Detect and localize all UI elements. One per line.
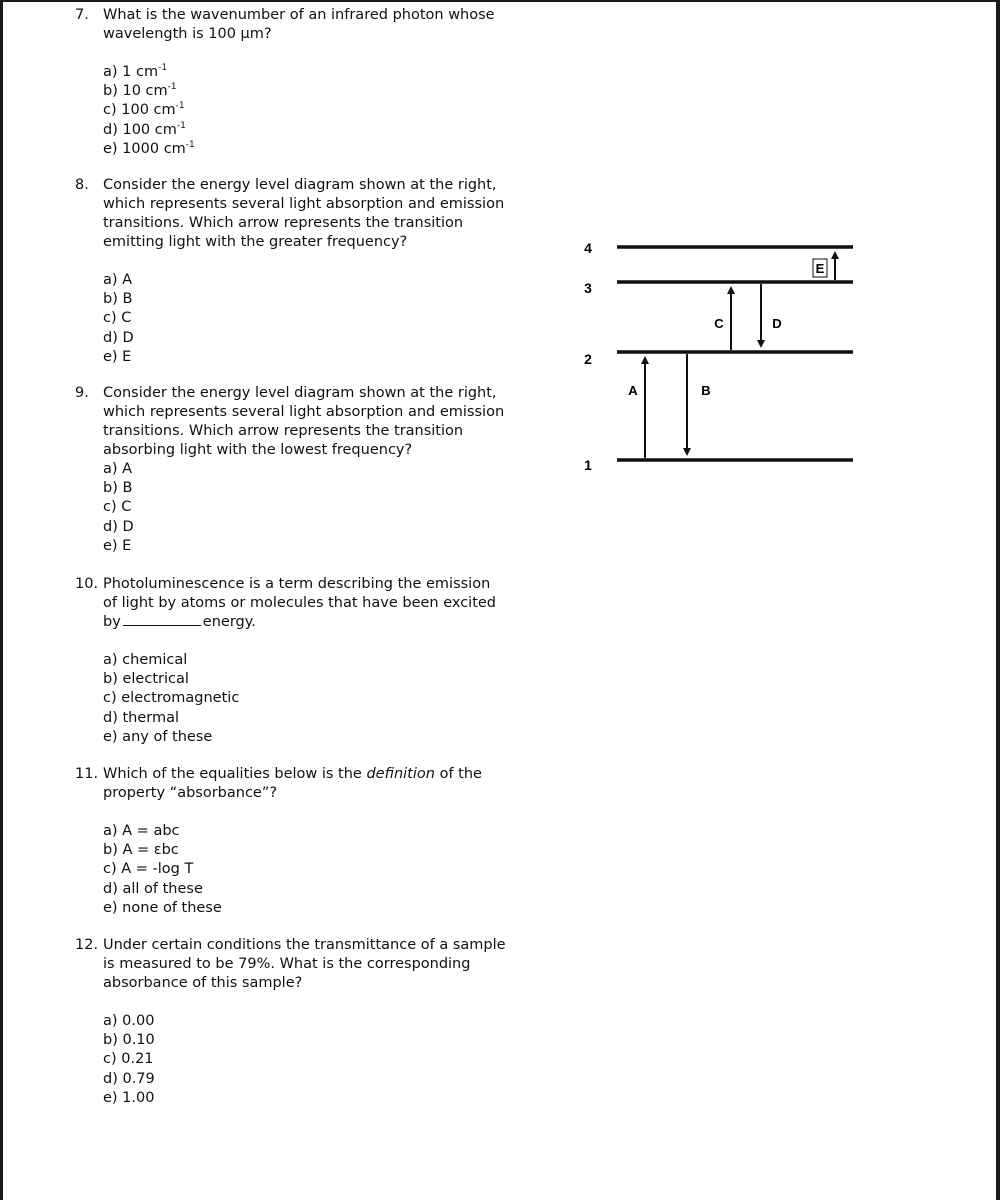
- stem-line: transitions. Which arrow represents the transition: [103, 423, 464, 439]
- option-c[interactable]: c) C: [103, 310, 132, 327]
- level-label-4: 4: [584, 240, 592, 256]
- stem-line: Consider the energy level diagram shown at the right,: [103, 177, 497, 193]
- option-e[interactable]: e) none of these: [103, 899, 222, 916]
- option-b[interactable]: b) 0.10: [103, 1032, 155, 1049]
- question-9-options: [103, 460, 134, 556]
- stem-line: by energy.: [103, 614, 256, 630]
- question-stem: [103, 936, 523, 993]
- stem-line: transitions. Which arrow represents the transition: [103, 215, 464, 231]
- left-border: [0, 0, 3, 1200]
- question-stem: [103, 765, 523, 803]
- option-d[interactable]: d) all of these: [103, 880, 203, 897]
- stem-line: property “absorbance”?: [103, 785, 278, 801]
- question-stem: [103, 384, 523, 460]
- question-number: 10.: [75, 576, 99, 592]
- option-e[interactable]: e) 1000 $cm^{-1}$: [103, 139, 195, 157]
- option-c[interactable]: c) electromagnetic: [103, 690, 240, 707]
- stem-line: absorbance of this sample?: [103, 975, 303, 991]
- question-number: 9.: [75, 385, 89, 401]
- question-10-options: [103, 651, 239, 747]
- option-d[interactable]: d) D: [103, 518, 134, 535]
- arrow-label-b: B: [701, 383, 711, 398]
- answer-blank[interactable]: [123, 613, 201, 626]
- level-label-2: 2: [584, 351, 592, 367]
- arrow-label-e: E: [815, 261, 825, 276]
- stem-line: absorbing light with the lowest frequency?: [103, 442, 413, 458]
- energy-level-diagram: [575, 230, 865, 480]
- level-label-1: 1: [584, 457, 592, 473]
- option-e[interactable]: e) E: [103, 348, 132, 365]
- question-number: 12.: [75, 937, 99, 953]
- option-a[interactable]: a) A: [103, 272, 133, 288]
- question-stem: [103, 575, 523, 632]
- stem-line: Photoluminescence is a term describing the emission: [103, 576, 491, 592]
- option-d[interactable]: d) 100 $cm^{-1}$: [103, 120, 186, 138]
- arrow-label-c: C: [714, 316, 724, 331]
- option-e[interactable]: e) 1.00: [103, 1089, 155, 1106]
- level-label-3: 3: [584, 280, 592, 296]
- option-a[interactable]: a) 0.00: [103, 1013, 155, 1029]
- option-d[interactable]: d) thermal: [103, 709, 180, 726]
- question-stem: [103, 6, 523, 44]
- top-border: [0, 0, 1000, 2]
- question-7-options: [103, 63, 195, 159]
- question-number: 8.: [75, 177, 89, 193]
- option-a[interactable]: a) 1 $cm^{-1}$: [103, 63, 168, 80]
- option-a[interactable]: a) A: [103, 461, 133, 477]
- option-b[interactable]: b) B: [103, 480, 133, 497]
- question-number: 7.: [75, 7, 89, 23]
- option-c[interactable]: c) C: [103, 499, 132, 516]
- option-d[interactable]: d) 0.79: [103, 1070, 155, 1087]
- option-b[interactable]: b) A = εbc: [103, 842, 179, 859]
- question-number: 11.: [75, 766, 99, 782]
- option-b[interactable]: b) electrical: [103, 671, 189, 688]
- option-c[interactable]: c) 0.21: [103, 1051, 154, 1068]
- stem-line: Under certain conditions the transmittance of a sample: [103, 937, 506, 953]
- stem-line: of light by atoms or molecules that have been excited: [103, 595, 497, 611]
- stem-line: emitting light with the greater frequency?: [103, 234, 408, 250]
- stem-line: Which of the equalities below is the definition of the: [103, 766, 482, 782]
- arrow-label-a: A: [628, 383, 638, 398]
- option-b[interactable]: b) B: [103, 291, 133, 308]
- option-e[interactable]: e) E: [103, 537, 132, 554]
- right-border: [996, 0, 1000, 1200]
- option-b[interactable]: b) 10 $cm^{-1}$: [103, 82, 177, 100]
- question-12-options: [103, 1012, 155, 1108]
- stem-line: which represents several light absorption and emission: [103, 196, 505, 212]
- option-a[interactable]: a) chemical: [103, 652, 188, 668]
- stem-line: What is the wavenumber of an infrared photon whose: [103, 7, 495, 23]
- option-c[interactable]: c) 100 $cm^{-1}$: [103, 101, 185, 119]
- stem-line: is measured to be 79%. What is the corresponding: [103, 956, 471, 972]
- stem-line: Consider the energy level diagram shown at the right,: [103, 385, 497, 401]
- question-stem: [103, 176, 523, 252]
- stem-line: which represents several light absorption and emission: [103, 404, 505, 420]
- arrow-label-d: D: [772, 316, 782, 331]
- option-d[interactable]: d) D: [103, 329, 134, 346]
- option-e[interactable]: e) any of these: [103, 728, 213, 745]
- stem-line: wavelength is 100 μm?: [103, 26, 272, 42]
- option-a[interactable]: a) A = abc: [103, 823, 180, 839]
- question-8-options: [103, 271, 134, 367]
- question-11-options: [103, 822, 222, 918]
- option-c[interactable]: c) A = -log T: [103, 861, 194, 878]
